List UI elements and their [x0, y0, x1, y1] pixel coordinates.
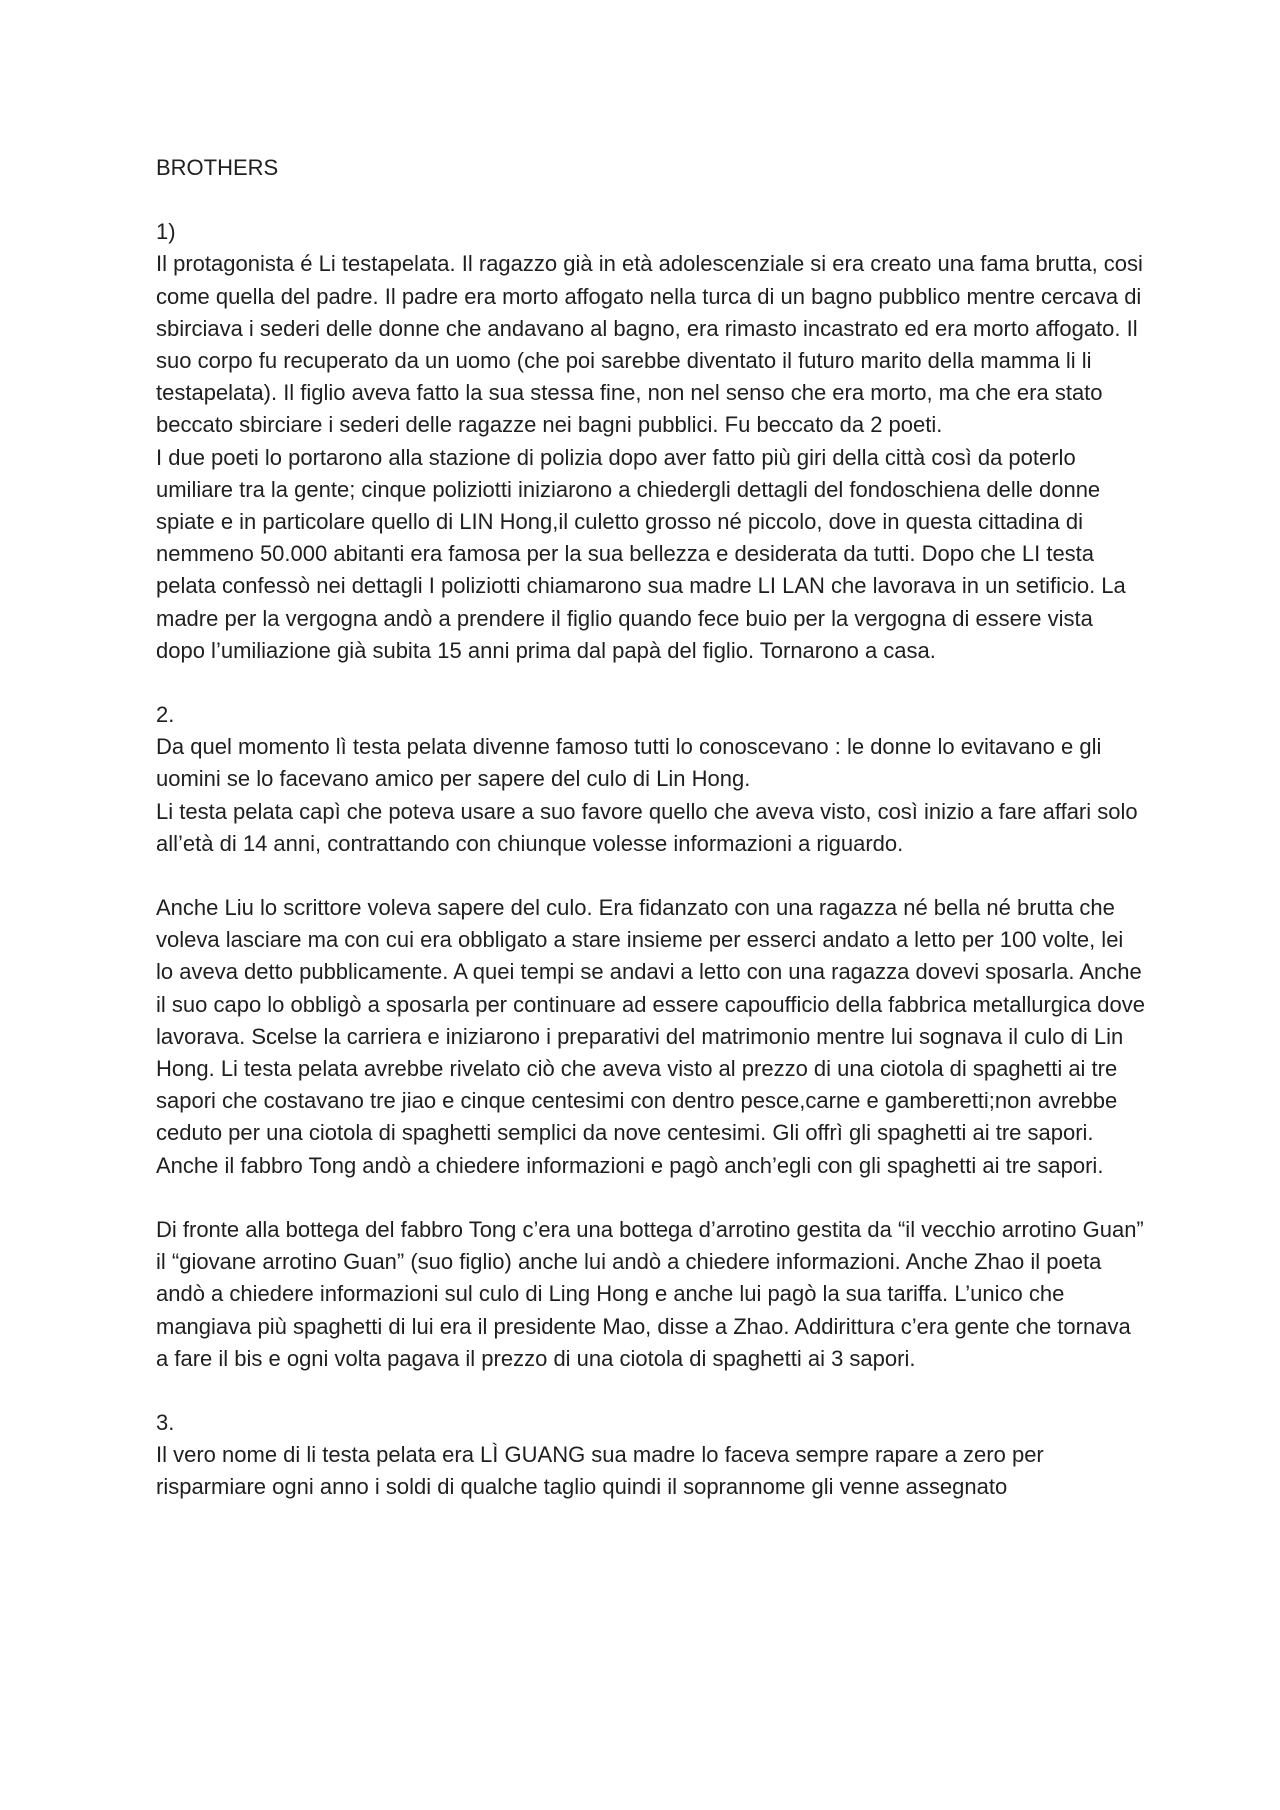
blank-line: [156, 1375, 1146, 1407]
blank-line: [156, 667, 1146, 699]
section-2-paragraph-4: Di fronte alla bottega del fabbro Tong c’era una bottega d’arrotino gestita da “il vecchio arrotino Guan” il “giovane arrotino Guan” (suo figlio) anche lui andò a chiedere informazioni. Anche Zhao il poeta andò a chiedere informazioni sul culo di Ling Hong e anche lui pagò la sua tariffa. L’unico che mangiava più spaghetti di lui era il presidente Mao, disse a Zhao. Addirittura c’era gente che tornava a fare il bis e ogni volta pagava il prezzo di una ciotola di spaghetti ai 3 sapori.: [156, 1216, 1144, 1371]
section-2-paragraph-3: Anche Liu lo scrittore voleva sapere del culo. Era fidanzato con una ragazza né bella né brutta che voleva lasciare ma con cui era obbligato a stare insieme per esserci andato a letto per 100 volte, lei lo aveva detto pubblicamente. A quei tempi se andavi a letto con una ragazza dovevi sposarla. Anche il suo capo lo obbligò a sposarla per continuare ad essere capoufficio della fabbrica metallurgica dove lavorava. Scelse la carriera e iniziarono i preparativi del matrimonio mentre lui sognava il culo di Lin Hong. Li testa pelata avrebbe rivelato ciò che aveva visto al prezzo di una ciotola di spaghetti ai tre sapori che costavano tre jiao e cinque centesimi con dentro pesce,carne e gamberetti;non avrebbe ceduto per una ciotola di spaghetti semplici da nove centesimi. Gli offrì gli spaghetti ai tre sapori. Anche il fabbro Tong andò a chiedere informazioni e pagò anch’egli con gli spaghetti ai tre sapori.: [156, 895, 1145, 1178]
section-2-heading: 2.: [156, 702, 175, 728]
section-3-paragraph-1: Il vero nome di li testa pelata era LÌ GUANG sua madre lo faceva sempre rapare a zero per risparmiare ogni anno i soldi di qualche taglio quindi il soprannome gli venne assegnato: [156, 1442, 1044, 1500]
section-2-paragraph-2: Li testa pelata capì che poteva usare a suo favore quello che aveva visto, così inizio a fare affari solo all’età di 14 anni, contrattando con chiunque volesse informazioni a riguardo.: [156, 798, 1138, 856]
section-2-paragraph-1: Da quel momento lì testa pelata divenne famoso tutti lo conoscevano : le donne lo evitavano e gli uomini se lo facevano amico per sapere del culo di Lin Hong.: [156, 734, 1102, 792]
section-1-paragraph-1: Il protagonista é Li testapelata. Il ragazzo già in età adolescenziale si era creato una fama brutta, cosi come quella del padre. Il padre era morto affogato nella turca di un bagno pubblico mentre cercava di sbirciava i sederi delle donne che andavano al bagno, era rimasto incastrato ed era morto affogato. Il suo corpo fu recuperato da un uomo (che poi sarebbe diventato il futuro marito della mamma li li testapelata). Il figlio aveva fatto la sua stessa fine, non nel senso che era morto, ma che era stato beccato sbirciare i sederi delle ragazze nei bagni pubblici. Fu beccato da 2 poeti.: [156, 251, 1143, 438]
section-1-paragraph-2: I due poeti lo portarono alla stazione di polizia dopo aver fatto più giri della città così da poterlo umiliare tra la gente; cinque poliziotti iniziarono a chiedergli dettagli del fondoschiena delle donne spiate e in particolare quello di LIN Hong,il culetto grosso né piccolo, dove in questa cittadina di nemmeno 50.000 abitanti era famosa per la sua bellezza e desiderata da tutti. Dopo che LI testa pelata confessò nei dettagli I poliziotti chiamarono sua madre LI LAN che lavorava in un setificio. La madre per la vergogna andò a prendere il figlio quando fece buio per la vergogna di essere vista dopo l’umiliazione già subita 15 anni prima dal papà del figlio. Tornarono a casa.: [156, 444, 1126, 663]
blank-line: [156, 184, 1146, 216]
blank-line: [156, 860, 1146, 892]
document-body: [156, 152, 1146, 1504]
section-3-heading: 3.: [156, 1409, 175, 1435]
document-title: BROTHERS: [156, 155, 279, 180]
section-1-heading: 1): [156, 219, 176, 245]
blank-line: [156, 1182, 1146, 1214]
